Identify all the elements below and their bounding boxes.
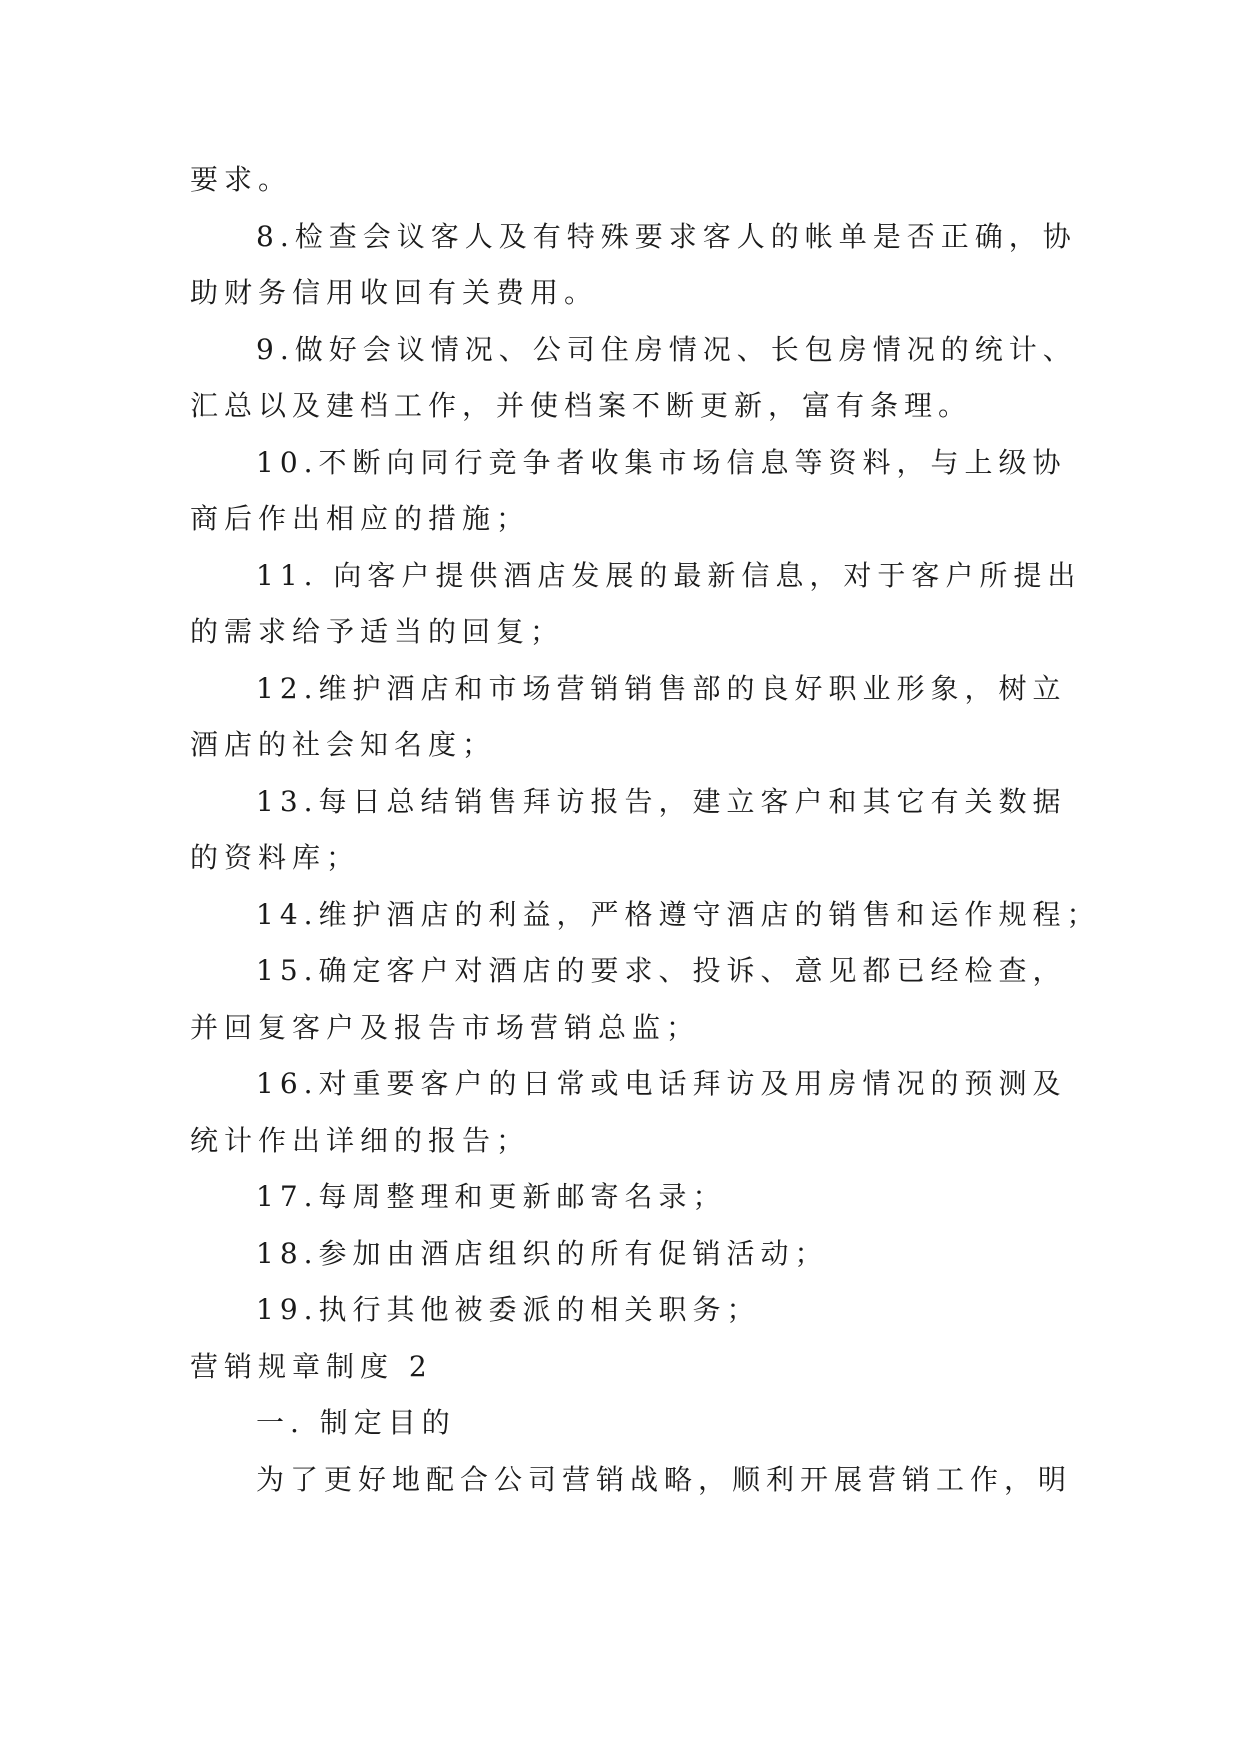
text-line: 18.参加由酒店组织的所有促销活动；: [256, 1237, 829, 1270]
text-line: 的资料库；: [190, 841, 361, 874]
text-line: 12.维护酒店和市场营销销售部的良好职业形象，树立: [256, 672, 1067, 705]
text-line: 13.每日总结销售拜访报告，建立客户和其它有关数据: [256, 785, 1067, 818]
text-line: 9.做好会议情况、公司住房情况、长包房情况的统计、: [256, 333, 1077, 366]
text-line: 8.检查会议客人及有特殊要求客人的帐单是否正确，协: [256, 220, 1077, 253]
text-line: 14.维护酒店的利益，严格遵守酒店的销售和运作规程；: [256, 898, 1101, 931]
text-line: 酒店的社会知名度；: [190, 728, 497, 761]
text-line: 为了更好地配合公司营销战略，顺利开展营销工作，明: [256, 1463, 1073, 1496]
text-line: 助财务信用收回有关费用。: [190, 276, 599, 309]
text-line: 19.执行其他被委派的相关职务；: [256, 1293, 761, 1326]
subsection-heading: 一. 制定目的: [256, 1406, 456, 1439]
text-line: 要求。: [190, 163, 293, 196]
text-line: 统计作出详细的报告；: [190, 1124, 531, 1157]
text-line: 的需求给予适当的回复；: [190, 615, 565, 648]
text-line: 17.每周整理和更新邮寄名录；: [256, 1180, 727, 1213]
text-line: 10.不断向同行竞争者收集市场信息等资料，与上级协: [256, 446, 1067, 479]
text-line: 并回复客户及报告市场营销总监；: [190, 1011, 701, 1044]
text-line: 商后作出相应的措施；: [190, 502, 531, 535]
text-line: 15.确定客户对酒店的要求、投诉、意见都已经检查，: [256, 954, 1067, 987]
text-line: 汇总以及建档工作，并使档案不断更新，富有条理。: [190, 389, 973, 422]
text-line: 16.对重要客户的日常或电话拜访及用房情况的预测及: [256, 1067, 1067, 1100]
section-heading: 营销规章制度 2: [190, 1350, 433, 1383]
text-line: 11. 向客户提供酒店发展的最新信息，对于客户所提出: [256, 559, 1082, 592]
